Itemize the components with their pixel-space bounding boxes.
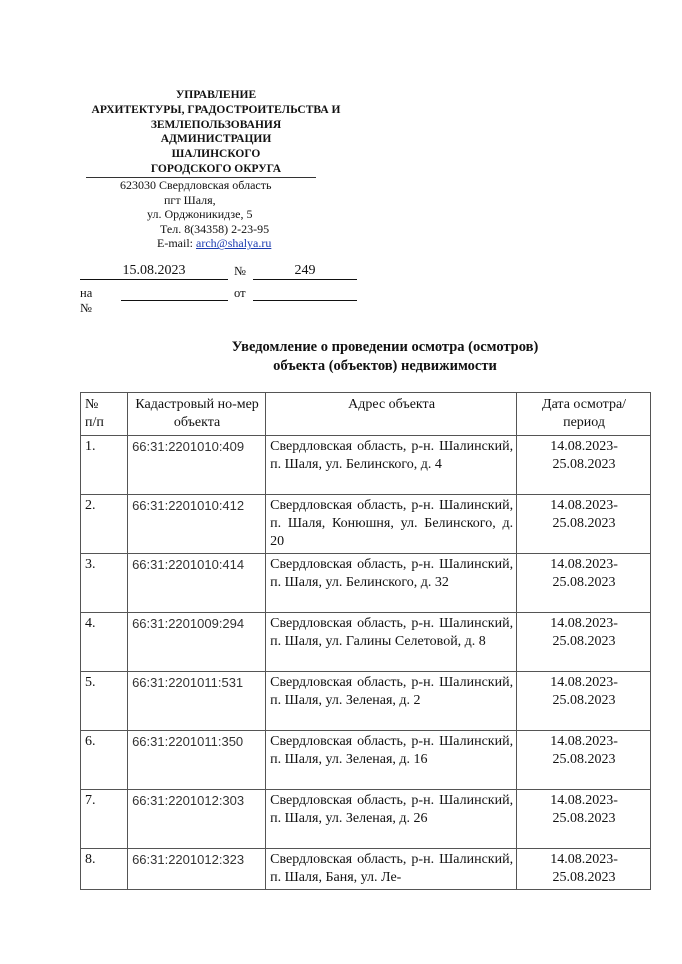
- row-number: 6.: [81, 731, 128, 790]
- date-from: 14.08.2023-: [550, 793, 618, 808]
- object-address: Свердловская область, р-н. Шалинский, п. Шаля, ул. Белинского, д. 4: [266, 436, 517, 495]
- org-line: ШАЛИНСКОГО: [171, 148, 261, 161]
- cadastral-number: 66:31:2201009:294: [128, 613, 266, 672]
- date-from: 14.08.2023-: [550, 616, 618, 631]
- inspection-period: [517, 554, 651, 613]
- inspection-period: [517, 849, 651, 890]
- date-to: 25.08.2023: [552, 811, 616, 826]
- table-row: [81, 554, 651, 613]
- header-date: Дата осмотра/ период: [517, 393, 651, 436]
- cadastral-number: 66:31:2201012:323: [128, 849, 266, 890]
- document-title: [180, 338, 590, 375]
- inspection-period: [517, 731, 651, 790]
- object-address-text: Свердловская область, р-н. Шалинский, п. Шаля, Баня, ул. Ле-: [270, 852, 514, 885]
- org-line: АДМИНИСТРАЦИИ: [160, 133, 272, 146]
- date-from: 14.08.2023-: [550, 439, 618, 454]
- reference-date-label: от: [234, 286, 246, 300]
- object-address: Свердловская область, р-н. Шалинский, п. Шаля, ул. Зеленая, д. 2: [266, 672, 517, 731]
- table-row: [81, 495, 651, 554]
- org-line: УПРАВЛЕНИЕ: [175, 89, 257, 101]
- row-number: 2.: [81, 495, 128, 554]
- inspection-period: [517, 436, 651, 495]
- street-line: ул. Орджоникидзе, 5: [147, 207, 253, 222]
- cadastral-number: 66:31:2201011:350: [128, 731, 266, 790]
- date-to: 25.08.2023: [552, 693, 616, 708]
- cadastral-number: 66:31:2201012:303: [128, 790, 266, 849]
- cadastral-number: 66:31:2201010:414: [128, 554, 266, 613]
- table-row: [81, 731, 651, 790]
- phone-line: Тел. 8(34358) 2-23-95: [160, 221, 270, 236]
- table-row: [81, 672, 651, 731]
- date-from: 14.08.2023-: [550, 734, 618, 749]
- date-to: 25.08.2023: [552, 516, 616, 531]
- email-link[interactable]: arch@shalya.ru: [196, 236, 272, 251]
- object-address: [266, 849, 517, 890]
- object-address: Свердловская область, р-н. Шалинский, п. Шаля, ул. Белинского, д. 32: [266, 554, 517, 613]
- reference-number-field: [121, 283, 228, 301]
- table-row: [81, 849, 651, 890]
- cadastral-number: 66:31:2201010:412: [128, 495, 266, 554]
- inspection-period: [517, 613, 651, 672]
- settlement-line: пгт Шаля,: [164, 192, 216, 207]
- inspection-period: [517, 495, 651, 554]
- title-line: объекта (объектов) недвижимости: [273, 357, 497, 374]
- organization-address: [86, 178, 346, 251]
- table-row: [81, 790, 651, 849]
- row-number: 3.: [81, 554, 128, 613]
- outgoing-date-field: 15.08.2023: [80, 262, 228, 280]
- postal-address-line: 623030 Свердловская область: [120, 178, 272, 192]
- date-to: 25.08.2023: [552, 752, 616, 767]
- org-line: АРХИТЕКТУРЫ, ГРАДОСТРОИТЕЛЬСТВА И: [91, 103, 341, 116]
- inspection-period: [517, 790, 651, 849]
- object-address: Свердловская область, р-н. Шалинский, п. Шаля, ул. Галины Селетовой, д. 8: [266, 613, 517, 672]
- date-to: 25.08.2023: [552, 457, 616, 472]
- organization-name: [86, 88, 346, 177]
- date-to: 25.08.2023: [552, 870, 616, 885]
- date-from: 14.08.2023-: [550, 675, 618, 690]
- header-cadastral: Кадастровый но-мер объекта: [128, 393, 266, 436]
- inspection-period: [517, 672, 651, 731]
- object-address: Свердловская область, р-н. Шалинский, п. Шаля, ул. Зеленая, д. 16: [266, 731, 517, 790]
- table-row: [81, 613, 651, 672]
- date-from: 14.08.2023-: [550, 498, 618, 513]
- object-address: Свердловская область, р-н. Шалинский, п. Шаля, ул. Зеленая, д. 26: [266, 790, 517, 849]
- email-line: [157, 236, 417, 251]
- table-row: [81, 436, 651, 495]
- row-number: 5.: [81, 672, 128, 731]
- row-number: 1.: [81, 436, 128, 495]
- outgoing-number-field: 249: [253, 262, 357, 280]
- object-address: Свердловская область, р-н. Шалинский, п. Шаля, Конюшня, ул. Белинского, д. 20: [266, 495, 517, 554]
- org-line: ГОРОДСКОГО ОКРУГА: [150, 162, 282, 175]
- row-number: 4.: [81, 613, 128, 672]
- org-line: ЗЕМЛЕПОЛЬЗОВАНИЯ: [150, 118, 282, 131]
- row-number: 8.: [81, 849, 128, 890]
- date-to: 25.08.2023: [552, 575, 616, 590]
- header-number-line: п/п: [85, 415, 104, 430]
- date-from: 14.08.2023-: [550, 557, 618, 572]
- title-line: Уведомление о проведении осмотра (осмотров): [231, 339, 539, 355]
- header-number: [81, 393, 128, 436]
- row-number: 7.: [81, 790, 128, 849]
- reference-date-field: [253, 283, 357, 301]
- number-label: №: [234, 264, 246, 278]
- date-to: 25.08.2023: [552, 634, 616, 649]
- cadastral-number: 66:31:2201010:409: [128, 436, 266, 495]
- table-header-row: [81, 393, 651, 436]
- reference-number-label: на №: [80, 286, 93, 315]
- date-from: 14.08.2023-: [550, 852, 618, 867]
- header-number-line: №: [85, 397, 99, 412]
- cadastral-number: 66:31:2201011:531: [128, 672, 266, 731]
- objects-table: [80, 392, 651, 890]
- header-address: Адрес объекта: [266, 393, 517, 436]
- email-label: E-mail:: [157, 236, 196, 251]
